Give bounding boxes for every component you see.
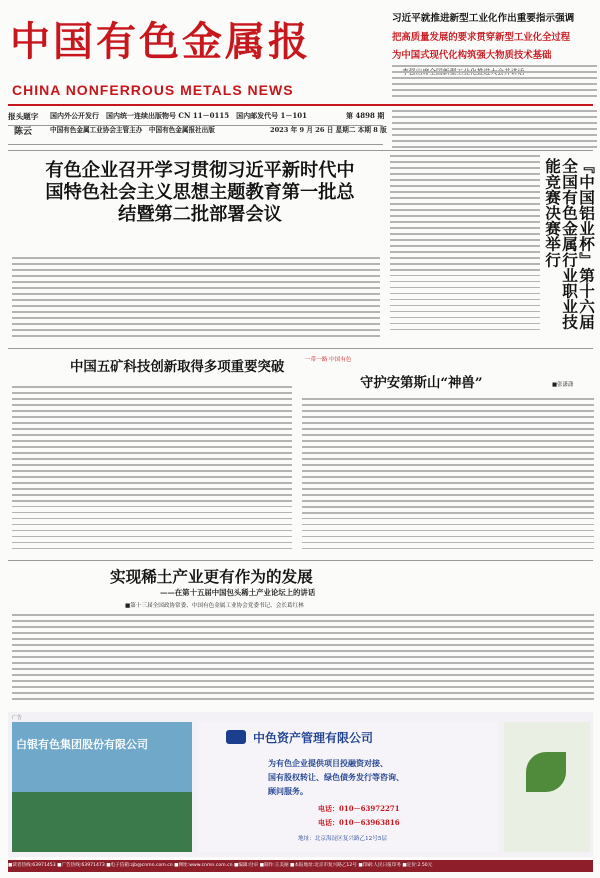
top-headline-3: 为中国式现代化构筑强大物质技术基础 (392, 50, 552, 61)
masthead-logo: 中国有色金属报 (10, 18, 311, 65)
guard-kicker: 一带一路 中国有色 (305, 357, 352, 363)
baiyin-ad[interactable] (12, 722, 192, 852)
zhongse-slogan-1: 为有色企业提供项目投融资对接、 (268, 758, 388, 768)
masthead-rule (8, 104, 593, 106)
lead-right-col (390, 155, 540, 340)
rare-earth-headline: 实现稀土产业更有作为的发展 (110, 567, 313, 586)
tea-ad[interactable] (504, 722, 590, 852)
lead-body (12, 257, 380, 345)
zhongse-company: 中色资产管理有限公司 (253, 731, 374, 745)
rare-earth-body (12, 614, 594, 708)
footer: ■读者热线:63971453 ■广告热线:63971473 ■电子信箱:zjb@cnmn.com.cn ■网址:www.cnmn.com.cn ■编辑:付卓 ■制作:王美丽 ■本报地址:北京市复兴路乙12号 ■印刷:人民日报印务 ■定价:2.50元 (8, 860, 593, 872)
recommend-label: 报头题字 (8, 112, 39, 121)
zhongse-logo-icon (226, 730, 246, 744)
guard-body (302, 398, 594, 556)
baiyin-group-name: 白银有色集团股份有限公司 (16, 738, 148, 751)
zhongse-phone-2: 电话：010－63963816 (318, 818, 400, 827)
issue-date: 2023 年 9 月 26 日 星期二 本期 8 版 (270, 126, 387, 134)
top-headline-1: 习近平就推进新型工业化作出重要指示强调 (392, 13, 575, 24)
rare-earth-byline: ■第十三届全国政协常委、中国有色金属工业协会党委书记、会长葛红林 (125, 603, 304, 609)
calligraphy-signature: 陈云 (14, 127, 33, 137)
top-right-body (392, 110, 597, 150)
rare-earth-subhead: ——在第十五届中国包头稀土产业论坛上的讲话 (160, 588, 316, 597)
issue-number: 第 4898 期 (346, 111, 385, 120)
zhongse-address: 地址：北京海淀区复兴路乙12号5层 (298, 836, 387, 842)
tea-leaf-icon (526, 752, 566, 792)
zhongse-slogan-2: 国有股权转让、绿色债务发行等咨询、 (268, 772, 404, 782)
ad-label: 广告 (12, 715, 23, 721)
lead-headline: 有色企业召开学习贯彻习近平新时代中国特色社会主义思想主题教育第一批总结暨第二批部署会议 (45, 160, 355, 225)
sponsor: 中国有色金属工业协会主管主办 中国有色金属报社出版 (50, 126, 215, 134)
tech-body (12, 386, 292, 556)
cn-code: 国内外公开发行 国内统一连续出版物号 CN 11－0115 国内邮发代号 1－101 (50, 111, 307, 120)
zhongse-slogan-3: 顾问服务。 (268, 786, 308, 796)
top-right-headlines (392, 10, 597, 105)
zhongse-ad[interactable] (198, 722, 498, 852)
zhongse-phone-1: 电话：010－63972271 (318, 804, 400, 813)
masthead-english: CHINA NONFERROUS METALS NEWS (12, 82, 294, 98)
right-vertical-headline: 『中国铝业杯』第十六届全国有色金属行业职业技能竞赛决赛举行 (543, 158, 596, 330)
guard-headline: 守护安第斯山“神兽” (360, 375, 483, 391)
guard-byline: ■张潇潇 (552, 382, 574, 388)
ad-area (8, 712, 593, 857)
tech-headline: 中国五矿科技创新取得多项重要突破 (70, 359, 285, 375)
top-headline-2: 把高质量发展的要求贯穿新型工业化全过程 (392, 32, 571, 43)
